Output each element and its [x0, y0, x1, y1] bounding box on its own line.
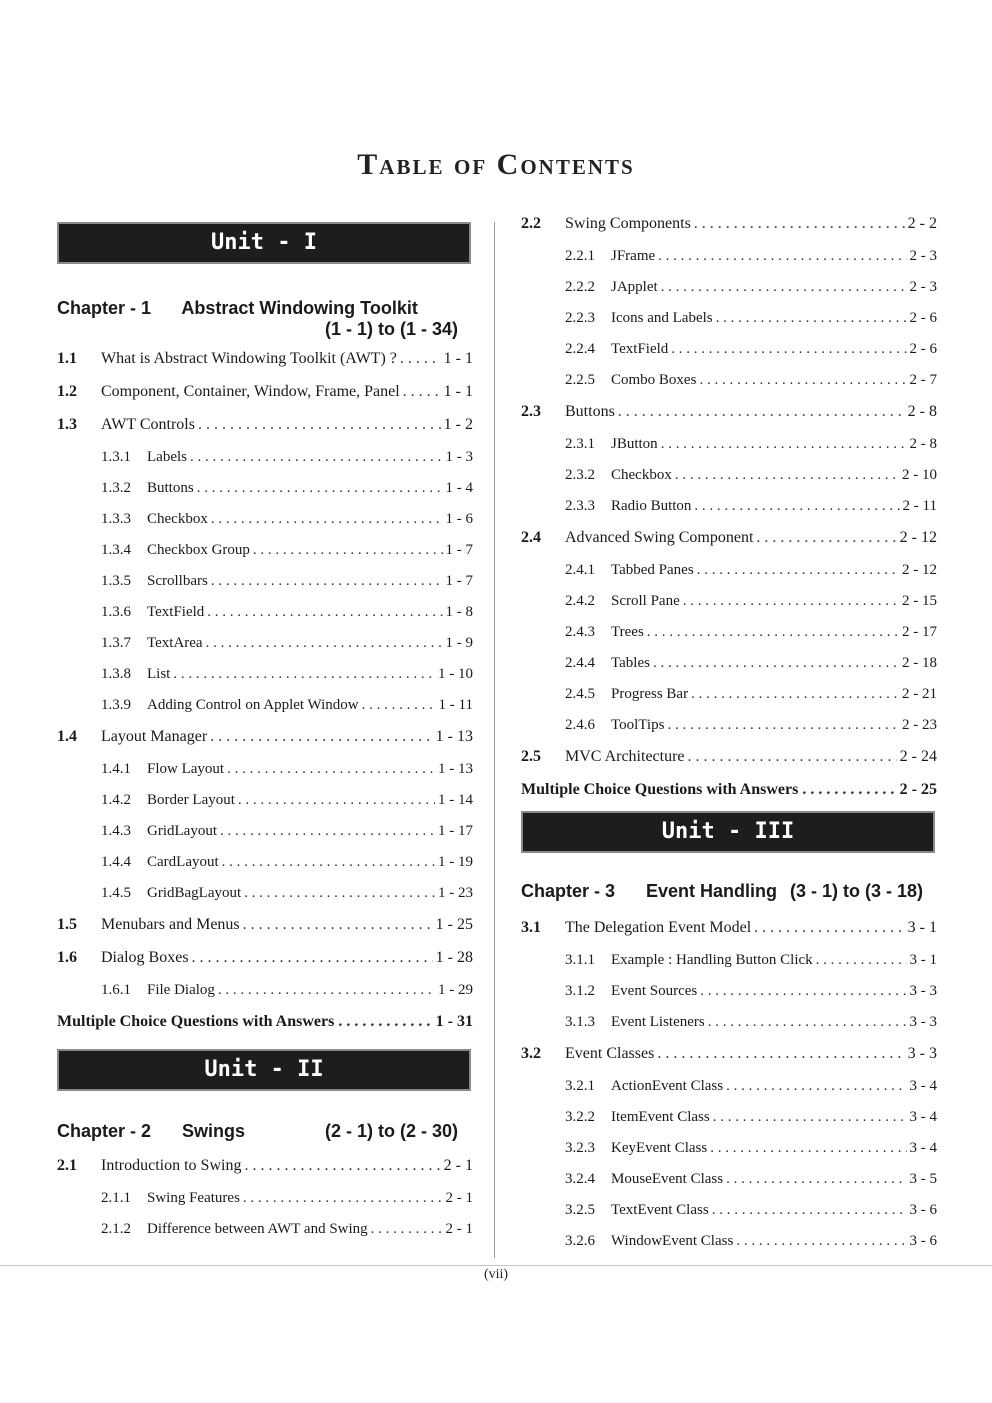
toc-entry-2-1-1[interactable] [57, 1190, 473, 1221]
section-number: 3.1.1 [565, 952, 595, 968]
page-reference: 3 - 1 [907, 919, 937, 936]
entry-title: TextArea [147, 635, 203, 651]
section-number: 2.3.1 [565, 436, 595, 452]
page-reference: 2 - 11 [902, 498, 937, 514]
entry-title: JButton [611, 436, 658, 452]
entry-title: Scrollbars [147, 573, 208, 589]
page-reference: 2 - 6 [909, 341, 937, 357]
section-number: 1.4.3 [101, 823, 131, 839]
entry-title: Swing Features [147, 1190, 240, 1206]
section-number: 1.1 [57, 350, 77, 367]
page-reference: 2 - 24 [899, 748, 937, 765]
leader-dots [653, 655, 899, 672]
page-reference: 3 - 6 [909, 1202, 937, 1218]
entry-title: Buttons [565, 403, 615, 420]
leader-dots [222, 854, 435, 871]
leader-dots [173, 666, 435, 683]
page-reference: 2 - 1 [445, 1221, 473, 1237]
section-number: 1.6.1 [101, 982, 131, 998]
section-number: 2.2.1 [565, 248, 595, 264]
toc-entry-1-3[interactable] [57, 416, 473, 449]
page-reference: 3 - 4 [909, 1078, 937, 1094]
page-reference: 1 - 19 [438, 854, 473, 870]
page-reference: 1 - 13 [435, 728, 473, 745]
page-reference: 2 - 3 [909, 248, 937, 264]
section-number: 2.5 [521, 748, 541, 765]
leader-dots [211, 511, 443, 528]
toc-entry-3-2-5[interactable] [521, 1202, 937, 1233]
entry-title: Flow Layout [147, 761, 225, 777]
section-number: 3.1 [521, 919, 541, 936]
toc-entry-2-4[interactable] [521, 529, 937, 562]
toc-entry-1-6[interactable] [57, 949, 473, 982]
section-number: 3.1.2 [565, 983, 595, 999]
entry-title: JApplet [611, 279, 658, 295]
toc-entry-1-3-5[interactable] [57, 573, 473, 604]
leader-dots [694, 498, 899, 515]
section-number: 1.4.2 [101, 792, 131, 808]
unit-1-banner: Unit - I [57, 222, 471, 264]
chapter-title: Abstract Windowing Toolkit [181, 298, 418, 318]
entry-title: ToolTips [611, 717, 665, 733]
section-number: 2.2 [521, 215, 541, 232]
section-number: 2.1 [57, 1157, 77, 1174]
leader-dots [726, 1078, 906, 1095]
section-number: 2.4.1 [565, 562, 595, 578]
section-number: 2.2.4 [565, 341, 595, 357]
toc-entry-2-2-5[interactable] [521, 372, 937, 403]
section-number: 2.4 [521, 529, 541, 546]
page-reference: 1 - 3 [445, 449, 473, 465]
right-column [521, 215, 937, 1264]
toc-entry-3-2-4[interactable] [521, 1171, 937, 1202]
page-reference: 1 - 1 [443, 383, 473, 400]
toc-entry-3-2[interactable] [521, 1045, 937, 1078]
leader-dots [657, 1045, 904, 1063]
chapter-label: Chapter - 3 [521, 881, 616, 901]
toc-entry-2-2-1[interactable] [521, 248, 937, 279]
leader-dots [197, 480, 443, 497]
toc-entry-2-2-3[interactable] [521, 310, 937, 341]
mcq-page: 1 - 31 [435, 1013, 473, 1030]
leader-dots [192, 949, 433, 967]
page-reference: 1 - 6 [445, 511, 473, 527]
entry-title: The Delegation Event Model [565, 919, 752, 936]
toc-entry-1-4[interactable] [57, 728, 473, 761]
page-reference: 3 - 4 [909, 1109, 937, 1125]
entry-title: Event Listeners [611, 1014, 705, 1030]
page-reference: 1 - 25 [435, 916, 473, 933]
entry-title: Labels [147, 449, 187, 465]
toc-entry-2-4-1[interactable] [521, 562, 937, 593]
section-number: 2.4.6 [565, 717, 595, 733]
page-reference: 1 - 14 [438, 792, 473, 808]
page-reference: 2 - 23 [902, 717, 937, 733]
toc-entry-1-3-1[interactable] [57, 449, 473, 480]
page-reference: 3 - 1 [909, 952, 937, 968]
entry-title: Difference between AWT and Swing [147, 1221, 368, 1237]
toc-entry-2-2[interactable] [521, 215, 937, 248]
section-number: 1.3.3 [101, 511, 131, 527]
entry-title: Tables [611, 655, 650, 671]
toc-entry-1-4-1[interactable] [57, 761, 473, 792]
section-number: 1.2 [57, 383, 77, 400]
leader-dots [243, 1190, 443, 1207]
leader-dots [206, 635, 443, 652]
page-reference: 2 - 7 [909, 372, 937, 388]
chapter-1-heading [57, 298, 473, 344]
page-title: Table of Contents [357, 148, 635, 181]
entry-title: Event Sources [611, 983, 698, 999]
page-reference: 1 - 13 [438, 761, 473, 777]
entry-title: Advanced Swing Component [565, 529, 754, 546]
mcq-page: 2 - 25 [899, 781, 937, 798]
section-number: 3.2.1 [565, 1078, 595, 1094]
leader-dots [661, 436, 907, 453]
entry-title: KeyEvent Class [611, 1140, 708, 1156]
leader-dots [207, 604, 442, 621]
toc-entry-3-2-6[interactable] [521, 1233, 937, 1264]
leader-dots [210, 728, 432, 746]
section-number: 3.2.3 [565, 1140, 595, 1156]
leader-dots [658, 248, 906, 265]
page-reference: 1 - 1 [443, 350, 473, 367]
chapter-label: Chapter - 2 [57, 1121, 152, 1141]
unit-2-banner: Unit - II [57, 1049, 471, 1091]
section-number: 2.1.1 [101, 1190, 131, 1206]
toc-entry-3-2-1[interactable] [521, 1078, 937, 1109]
page-reference: 3 - 3 [909, 1014, 937, 1030]
leader-dots [244, 885, 435, 902]
leader-dots [238, 792, 435, 809]
entry-title: Combo Boxes [611, 372, 697, 388]
section-number: 3.2.2 [565, 1109, 595, 1125]
column-divider [494, 222, 495, 1258]
section-number: 1.3.6 [101, 604, 131, 620]
section-number: 2.2.3 [565, 310, 595, 326]
page-reference: 3 - 3 [907, 1045, 937, 1062]
mcq-entry[interactable] [57, 1013, 473, 1043]
entry-title: CardLayout [147, 854, 219, 870]
toc-entry-1-6-1[interactable] [57, 982, 473, 1013]
page-reference: 2 - 8 [909, 436, 937, 452]
entry-title: Dialog Boxes [101, 949, 189, 966]
page-reference: 1 - 7 [445, 573, 473, 589]
leader-dots [710, 1140, 906, 1157]
entry-title: GridBagLayout [147, 885, 242, 901]
toc-entry-1-4-3[interactable] [57, 823, 473, 854]
toc-entry-2-3-2[interactable] [521, 467, 937, 498]
toc-entry-1-4-5[interactable] [57, 885, 473, 916]
entry-title: File Dialog [147, 982, 215, 998]
leader-dots [675, 467, 899, 484]
mcq-label: Multiple Choice Questions with Answers [521, 781, 799, 798]
mcq-label: Multiple Choice Questions with Answers [57, 1013, 335, 1030]
entry-title: Checkbox Group [147, 542, 250, 558]
toc-entry-2-4-4[interactable] [521, 655, 937, 686]
entry-title: Border Layout [147, 792, 235, 808]
page-reference: 2 - 10 [902, 467, 937, 483]
entry-title: Event Classes [565, 1045, 655, 1062]
leader-dots [691, 686, 899, 703]
page-reference: 1 - 28 [435, 949, 473, 966]
leader-dots [816, 952, 907, 969]
toc-entry-1-4-2[interactable] [57, 792, 473, 823]
entry-title: ActionEvent Class [611, 1078, 724, 1094]
footer-rule [0, 1265, 992, 1266]
entry-title: ItemEvent Class [611, 1109, 710, 1125]
chapter-page-range: (3 - 1) to (3 - 18) [790, 881, 924, 901]
page-reference: 2 - 18 [902, 655, 937, 671]
page-reference: 1 - 10 [438, 666, 473, 682]
section-number: 3.2.4 [565, 1171, 595, 1187]
toc-entry-1-3-9[interactable] [57, 697, 473, 728]
page-reference: 2 - 6 [909, 310, 937, 326]
leader-dots [667, 717, 899, 734]
chapter-page-range: (1 - 1) to (1 - 34) [325, 319, 459, 339]
section-number: 1.3.7 [101, 635, 131, 651]
entry-title: GridLayout [147, 823, 217, 839]
chapter-3-heading [521, 881, 937, 914]
leader-dots [190, 449, 443, 466]
leader-dots [726, 1171, 906, 1188]
entry-title: Menubars and Menus [101, 916, 240, 933]
leader-dots [227, 761, 435, 778]
toc-entry-1-3-8[interactable] [57, 666, 473, 697]
leader-dots [403, 383, 441, 401]
toc-entry-1-1[interactable] [57, 350, 473, 383]
entry-title: Introduction to Swing [101, 1157, 242, 1174]
toc-entry-1-4-4[interactable] [57, 854, 473, 885]
section-number: 3.1.3 [565, 1014, 595, 1030]
section-number: 1.3.4 [101, 542, 131, 558]
toc-entry-2-3-3[interactable] [521, 498, 937, 529]
leader-dots [708, 1014, 907, 1031]
toc-entry-2-4-6[interactable] [521, 717, 937, 748]
left-column [57, 215, 473, 1252]
section-number: 2.4.3 [565, 624, 595, 640]
page-reference: 1 - 2 [443, 416, 473, 433]
section-number: 2.3 [521, 403, 541, 420]
leader-dots [198, 416, 441, 434]
leader-dots [400, 350, 441, 368]
entry-title: Trees [611, 624, 644, 640]
entry-title: What is Abstract Windowing Toolkit (AWT) ? [101, 350, 397, 367]
toc-entry-1-3-6[interactable] [57, 604, 473, 635]
leader-dots [736, 1233, 906, 1250]
toc-entry-1-3-4[interactable] [57, 542, 473, 573]
entry-title: Swing Components [565, 215, 691, 232]
toc-entry-1-3-3[interactable] [57, 511, 473, 542]
chapter-page-range: (2 - 1) to (2 - 30) [325, 1121, 459, 1141]
chapter-1-entries [57, 350, 473, 1013]
section-number: 1.3.8 [101, 666, 131, 682]
toc-entry-2-5[interactable] [521, 748, 937, 781]
section-number: 2.4.5 [565, 686, 595, 702]
mcq-entry[interactable] [521, 781, 937, 811]
toc-entry-2-3[interactable] [521, 403, 937, 436]
leader-dots [671, 341, 906, 358]
entry-title: Adding Control on Applet Window [147, 697, 359, 713]
leader-dots [220, 823, 435, 840]
page-reference: 1 - 4 [445, 480, 473, 496]
leader-dots [754, 919, 905, 937]
toc-entry-2-3-1[interactable] [521, 436, 937, 467]
page-reference: 3 - 5 [909, 1171, 937, 1187]
entry-title: MVC Architecture [565, 748, 685, 765]
section-number: 2.4.4 [565, 655, 595, 671]
unit-3-banner: Unit - III [521, 811, 935, 853]
leader-dots [362, 697, 436, 714]
section-number: 2.3.2 [565, 467, 595, 483]
chapter-title: Swings [182, 1121, 246, 1141]
page-reference: 2 - 12 [902, 562, 937, 578]
section-number: 3.2.6 [565, 1233, 595, 1249]
section-number: 1.5 [57, 916, 77, 933]
toc-entry-2-4-5[interactable] [521, 686, 937, 717]
section-number: 1.3.1 [101, 449, 131, 465]
entry-title: Progress Bar [611, 686, 689, 702]
leader-dots [618, 403, 905, 421]
entry-title: TextField [611, 341, 669, 357]
chapter-3-entries [521, 919, 937, 1264]
section-number: 1.4.1 [101, 761, 131, 777]
chapter-title: Event Handling [646, 881, 778, 901]
section-number: 1.4 [57, 728, 77, 745]
leader-dots [253, 542, 443, 559]
entry-title: WindowEvent Class [611, 1233, 734, 1249]
page-reference: 3 - 3 [909, 983, 937, 999]
page-reference: 1 - 7 [445, 542, 473, 558]
leader-dots [211, 573, 443, 590]
entry-title: Example : Handling Button Click [611, 952, 813, 968]
entry-title: Tabbed Panes [611, 562, 694, 578]
section-number: 2.4.2 [565, 593, 595, 609]
chapter-label: Chapter - 1 [57, 298, 152, 318]
toc-entry-1-3-2[interactable] [57, 480, 473, 511]
page-reference: 1 - 8 [445, 604, 473, 620]
page-reference: 2 - 15 [902, 593, 937, 609]
section-number: 2.3.3 [565, 498, 595, 514]
page-reference: 1 - 9 [445, 635, 473, 651]
toc-entry-2-2-2[interactable] [521, 279, 937, 310]
page-reference: 1 - 17 [438, 823, 473, 839]
toc-entry-3-2-3[interactable] [521, 1140, 937, 1171]
leader-dots [688, 748, 897, 766]
entry-title: Checkbox [611, 467, 672, 483]
entry-title: Checkbox [147, 511, 208, 527]
entry-title: MouseEvent Class [611, 1171, 724, 1187]
toc-entry-2-4-2[interactable] [521, 593, 937, 624]
entry-title: AWT Controls [101, 416, 195, 433]
leader-dots [338, 1013, 432, 1031]
chapter-2-entries-continued [521, 215, 937, 781]
leader-dots [756, 529, 896, 547]
leader-dots [700, 983, 906, 1000]
leader-dots [713, 1109, 907, 1126]
page-reference: 2 - 17 [902, 624, 937, 640]
toc-entry-1-3-7[interactable] [57, 635, 473, 666]
entry-title: Icons and Labels [611, 310, 713, 326]
section-number: 2.2.2 [565, 279, 595, 295]
section-number: 3.2.5 [565, 1202, 595, 1218]
entry-title: Component, Container, Window, Frame, Panel [101, 383, 400, 400]
leader-dots [694, 215, 905, 233]
leader-dots [683, 593, 899, 610]
toc-entry-3-1-1[interactable] [521, 952, 937, 983]
toc-entry-1-2[interactable] [57, 383, 473, 416]
entry-title: Radio Button [611, 498, 692, 514]
entry-title: Layout Manager [101, 728, 208, 745]
entry-title: Buttons [147, 480, 194, 496]
toc-entry-2-1-2[interactable] [57, 1221, 473, 1252]
toc-entry-1-5[interactable] [57, 916, 473, 949]
toc-entry-2-1[interactable] [57, 1157, 473, 1190]
entry-title: Scroll Pane [611, 593, 680, 609]
leader-dots [647, 624, 899, 641]
entry-title: TextField [147, 604, 205, 620]
leader-dots [244, 1157, 440, 1175]
section-number: 1.3.5 [101, 573, 131, 589]
leader-dots [218, 982, 435, 999]
toc-entry-3-1-3[interactable] [521, 1014, 937, 1045]
page-reference: 2 - 21 [902, 686, 937, 702]
leader-dots [802, 781, 896, 799]
toc-entry-2-2-4[interactable] [521, 341, 937, 372]
toc-entry-2-4-3[interactable] [521, 624, 937, 655]
section-number: 1.3 [57, 416, 77, 433]
chapter-2-heading [57, 1121, 473, 1151]
page-reference: 1 - 29 [438, 982, 473, 998]
chapter-2-entries [57, 1157, 473, 1252]
page-reference: 3 - 4 [909, 1140, 937, 1156]
toc-entry-3-1[interactable] [521, 919, 937, 952]
toc-entry-3-1-2[interactable] [521, 983, 937, 1014]
section-number: 1.4.4 [101, 854, 131, 870]
page-number: (vii) [483, 1267, 509, 1282]
entry-title: TextEvent Class [611, 1202, 709, 1218]
section-number: 2.1.2 [101, 1221, 131, 1237]
section-number: 3.2 [521, 1045, 541, 1062]
leader-dots [243, 916, 433, 934]
page-reference: 2 - 2 [907, 215, 937, 232]
page-reference: 2 - 1 [445, 1190, 473, 1206]
section-number: 2.2.5 [565, 372, 595, 388]
leader-dots [661, 279, 907, 296]
page-reference: 2 - 1 [443, 1157, 473, 1174]
page-reference: 2 - 12 [899, 529, 937, 546]
section-number: 1.3.9 [101, 697, 131, 713]
section-number: 1.4.5 [101, 885, 131, 901]
leader-dots [371, 1221, 443, 1238]
entry-title: JFrame [611, 248, 656, 264]
page-reference: 2 - 3 [909, 279, 937, 295]
page-reference: 1 - 11 [438, 697, 473, 713]
leader-dots [697, 562, 899, 579]
leader-dots [716, 310, 907, 327]
leader-dots [699, 372, 906, 389]
page-reference: 3 - 6 [909, 1233, 937, 1249]
section-number: 1.6 [57, 949, 77, 966]
section-number: 1.3.2 [101, 480, 131, 496]
toc-entry-3-2-2[interactable] [521, 1109, 937, 1140]
entry-title: List [147, 666, 171, 682]
leader-dots [712, 1202, 907, 1219]
page-reference: 1 - 23 [438, 885, 473, 901]
page-reference: 2 - 8 [907, 403, 937, 420]
